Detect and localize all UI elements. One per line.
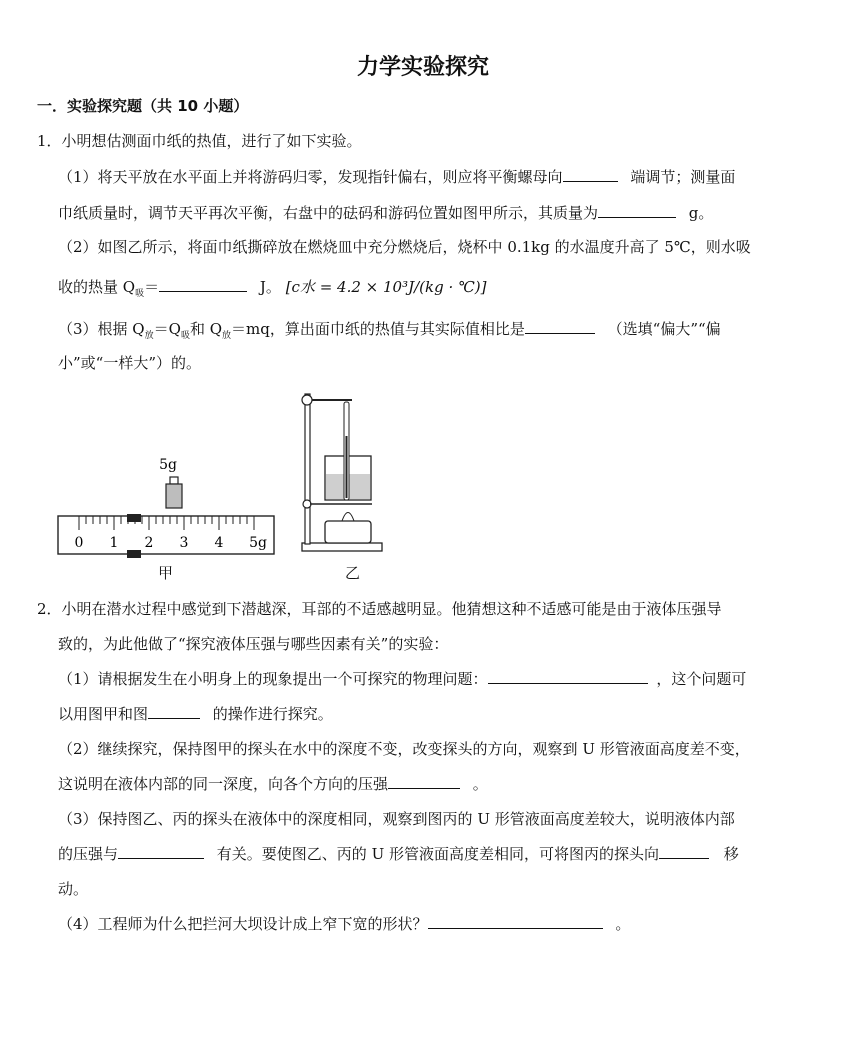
q1-stem: 1．小明想估测面巾纸的热值，进行了如下实验。 xyxy=(37,132,362,150)
q2-part3-line3: 动。 xyxy=(58,880,89,898)
q2-part1-line2: 以用图甲和图 的操作进行探究。 xyxy=(58,705,333,723)
rider-bottom xyxy=(127,550,141,558)
answer-blank-q1-4[interactable] xyxy=(525,319,595,334)
stand-rod xyxy=(305,394,310,544)
scale-tick-label: 4 xyxy=(214,535,224,551)
q1-part2-line1: （2）如图乙所示，将面巾纸撕碎放在燃烧皿中充分燃烧后，烧杯中 0.1kg 的水温度升高了 5℃，则水吸 xyxy=(58,238,751,256)
heating-apparatus-figure xyxy=(292,386,392,558)
answer-blank-q2-2[interactable] xyxy=(148,704,200,719)
caption-yi: 乙 xyxy=(345,564,361,582)
rider-top xyxy=(127,514,141,522)
q2-stem-line1: 2．小明在潜水过程中感觉到下潜越深，耳部的不适感越明显。他猜想这种不适感可能是由于液体压强导 xyxy=(37,600,722,618)
q1-part2-line2: 收的热量 $Q_吸= J$。 [c水 = 4.2 × 10³J/(kg · ℃)] xyxy=(58,278,487,299)
q2-part3-line2: 的压强与 有关。要使图乙、丙的 U 形管液面高度差相同，可将图丙的探头向 移 xyxy=(58,845,739,863)
stand-base xyxy=(302,543,382,551)
scale-tick-label: 0 xyxy=(74,535,84,551)
specific-heat-formula: [c水 = 4.2 × 10³J/(kg · ℃)] xyxy=(285,278,487,296)
section-heading: 一．实验探究题（共 10 小题） xyxy=(37,97,249,115)
q2-part1-line1: （1）请根据发生在小明身上的现象提出一个可探究的物理问题： ，这个问题可 xyxy=(58,670,747,688)
scale-tick-label: 3 xyxy=(179,535,189,551)
caption-jia: 甲 xyxy=(158,564,174,582)
scale-tick-label: 1 xyxy=(109,535,119,551)
scale-tick-label: 5g xyxy=(249,535,267,551)
answer-blank-q2-5[interactable] xyxy=(659,844,709,859)
q2-part4-line1: （4）工程师为什么把拦河大坝设计成上窄下宽的形状？ 。 xyxy=(58,915,631,933)
answer-blank-q1-3[interactable] xyxy=(159,277,247,292)
q1-part3-line1: （3）根据 $Q_放=Q_吸$和 $Q_放=mq$，算出面巾纸的热值与其实际值相比是 （选填“偏大”“偏 xyxy=(58,320,721,341)
weight-label: 5g xyxy=(159,457,177,473)
answer-blank-q2-6[interactable] xyxy=(428,914,603,929)
answer-blank-q1-2[interactable] xyxy=(598,203,676,218)
burner-dish xyxy=(325,521,371,543)
page-title: 力学实验探究 xyxy=(356,55,489,80)
q1-part3-line2: 小”或“一样大”）的。 xyxy=(58,354,202,372)
answer-blank-q1-1[interactable] xyxy=(563,167,618,182)
q1-part1-line1: （1）将天平放在水平面上并将游码归零，发现指针偏右，则应将平衡螺母向 端调节；测量面 xyxy=(58,168,736,186)
answer-blank-q2-1[interactable] xyxy=(488,669,648,684)
weight-block xyxy=(166,484,182,508)
answer-blank-q2-4[interactable] xyxy=(118,844,204,859)
q2-stem-line2: 致的，为此他做了“探究液体压强与哪些因素有关”的实验： xyxy=(58,635,449,653)
answer-blank-q2-3[interactable] xyxy=(388,774,460,789)
scale-tick-label: 2 xyxy=(144,535,154,551)
q2-part2-line1: （2）继续探究，保持图甲的探头在水中的深度不变，改变探头的方向，观察到 U 形管液面高度差不变， xyxy=(58,740,750,758)
q1-part1-line2: 巾纸质量时，调节天平再次平衡，右盘中的砝码和游码位置如图甲所示，其质量为 g。 xyxy=(58,204,714,222)
scale-ruler xyxy=(58,516,274,554)
q2-part3-line1: （3）保持图乙、丙的探头在液体中的深度相同，观察到图丙的 U 形管液面高度差较大，说明液体内部 xyxy=(58,810,735,828)
balance-beam-figure xyxy=(52,450,282,562)
q2-part2-line2: 这说明在液体内部的同一深度，向各个方向的压强 。 xyxy=(58,775,488,793)
